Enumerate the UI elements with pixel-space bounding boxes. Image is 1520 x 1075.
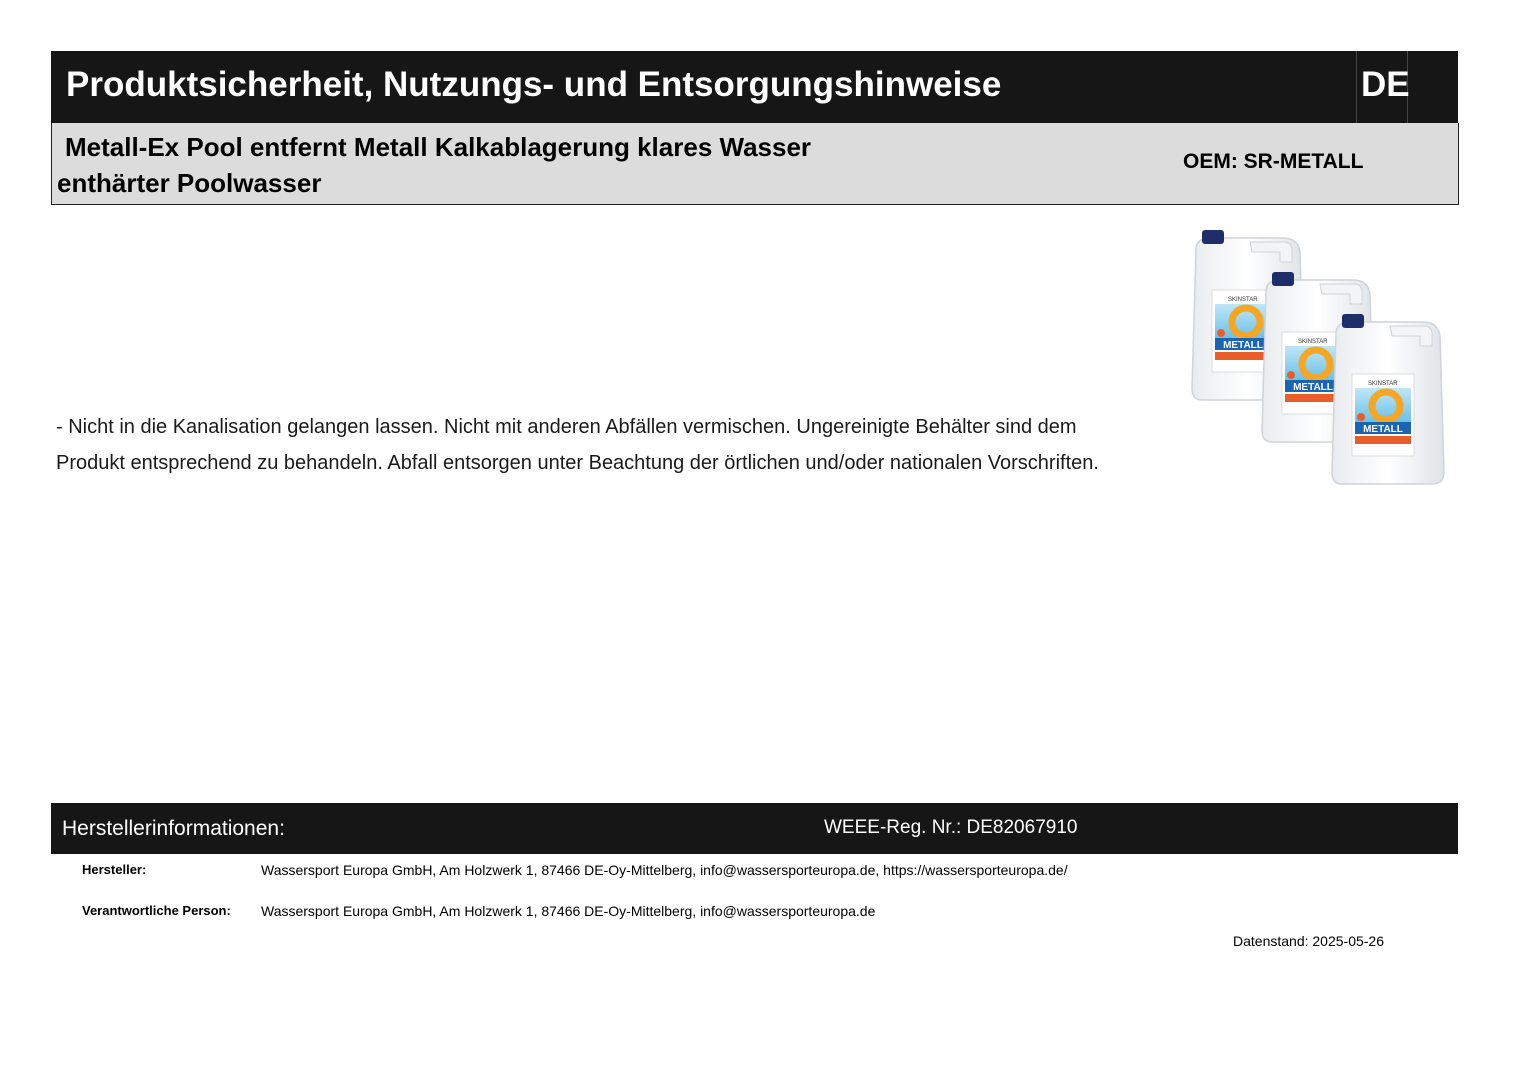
product-name-line1: Metall-Ex Pool entfernt Metall Kalkablagerung klares Wasser [65,132,812,162]
language-code: DE [1361,65,1410,104]
product-name-line2: enthärter Poolwasser [57,168,322,198]
responsible-person-label: Verantwortliche Person: [82,903,231,918]
product-name [57,129,877,201]
product-bar [51,123,1459,205]
weee-registration: WEEE-Reg. Nr.: DE82067910 [824,817,1078,838]
product-image [1186,226,1448,488]
responsible-person-value: Wassersport Europa GmbH, Am Holzwerk 1, 87466 DE-Oy-Mittelberg, info@wassersporteuropa.de [261,903,876,919]
oem-number: OEM: SR-METALL [1183,150,1364,173]
manufacturer-heading: Herstellerinformationen: [62,817,285,840]
footer-bar [51,803,1458,854]
page-title: Produktsicherheit, Nutzungs- und Entsorgungshinweise [66,65,1002,104]
disposal-instructions: - Nicht in die Kanalisation gelangen lassen. Nicht mit anderen Abfällen vermischen. Ungereinigte Behälter sind dem Produkt entsprechend zu behandeln. Abfall entsorgen unter Beachtung der örtlichen und/oder nationalen Vorschriften. [56,416,1099,474]
language-box [1356,51,1408,123]
manufacturer-label: Hersteller: [82,862,147,877]
manufacturer-value: Wassersport Europa GmbH, Am Holzwerk 1, 87466 DE-Oy-Mittelberg, info@wassersporteuropa.de, https://wassersporteuropa.de/ [261,862,1068,878]
data-date: Datenstand: 2025-05-26 [1233,933,1384,949]
header-bar [51,51,1458,123]
